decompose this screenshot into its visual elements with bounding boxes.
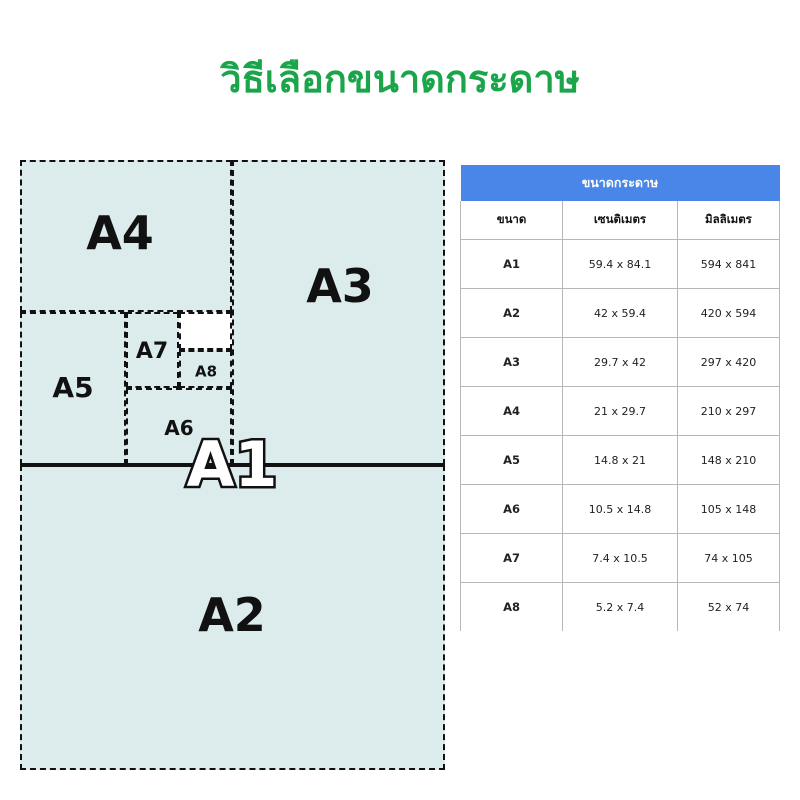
table-row (461, 583, 780, 632)
cell-mm: 420 x 594 (677, 289, 779, 338)
cell-size: A2 (461, 289, 563, 338)
label-a3: A3 (306, 259, 374, 313)
column-header-size: ขนาด (461, 201, 563, 240)
page-title: วิธีเลือกขนาดกระดาษ (220, 57, 580, 101)
cell-cm: 14.8 x 21 (563, 436, 678, 485)
paper-size-table (460, 165, 780, 631)
cell-size: A3 (461, 338, 563, 387)
label-a1: A1 (186, 428, 278, 501)
label-a4: A4 (86, 206, 154, 260)
cell-cm: 29.7 x 42 (563, 338, 678, 387)
cell-cm: 5.2 x 7.4 (563, 583, 678, 632)
cell-size: A4 (461, 387, 563, 436)
table-title: ขนาดกระดาษ (461, 165, 780, 201)
table-row (461, 534, 780, 583)
label-a7: A7 (135, 339, 169, 364)
cell-size: A8 (461, 583, 563, 632)
cell-mm: 594 x 841 (677, 240, 779, 289)
cell-mm: 148 x 210 (677, 436, 779, 485)
table-row (461, 338, 780, 387)
table-row (461, 436, 780, 485)
cell-cm: 42 x 59.4 (563, 289, 678, 338)
paper-size-nesting-diagram (20, 160, 445, 770)
cell-cm: 7.4 x 10.5 (563, 534, 678, 583)
cell-cm: 21 x 29.7 (563, 387, 678, 436)
cell-size: A1 (461, 240, 563, 289)
cell-cm: 59.4 x 84.1 (563, 240, 678, 289)
label-a2: A2 (198, 588, 266, 642)
cell-cm: 10.5 x 14.8 (563, 485, 678, 534)
cell-mm: 210 x 297 (677, 387, 779, 436)
table-row (461, 387, 780, 436)
cell-size: A6 (461, 485, 563, 534)
cell-mm: 105 x 148 (677, 485, 779, 534)
table-row (461, 240, 780, 289)
column-header-mm: มิลลิเมตร (677, 201, 779, 240)
table-header-row (461, 165, 780, 201)
label-a6: A6 (164, 416, 194, 440)
cell-mm: 52 x 74 (677, 583, 779, 632)
table-row (461, 485, 780, 534)
column-header-cm: เซนติเมตร (563, 201, 678, 240)
label-a8: A8 (194, 362, 218, 381)
table-subheader-row (461, 201, 780, 240)
label-a5: A5 (52, 371, 94, 404)
sheet-blank-cell (179, 312, 232, 350)
cell-mm: 74 x 105 (677, 534, 779, 583)
table-row (461, 289, 780, 338)
cell-mm: 297 x 420 (677, 338, 779, 387)
cell-size: A5 (461, 436, 563, 485)
cell-size: A7 (461, 534, 563, 583)
size-table (460, 165, 780, 631)
